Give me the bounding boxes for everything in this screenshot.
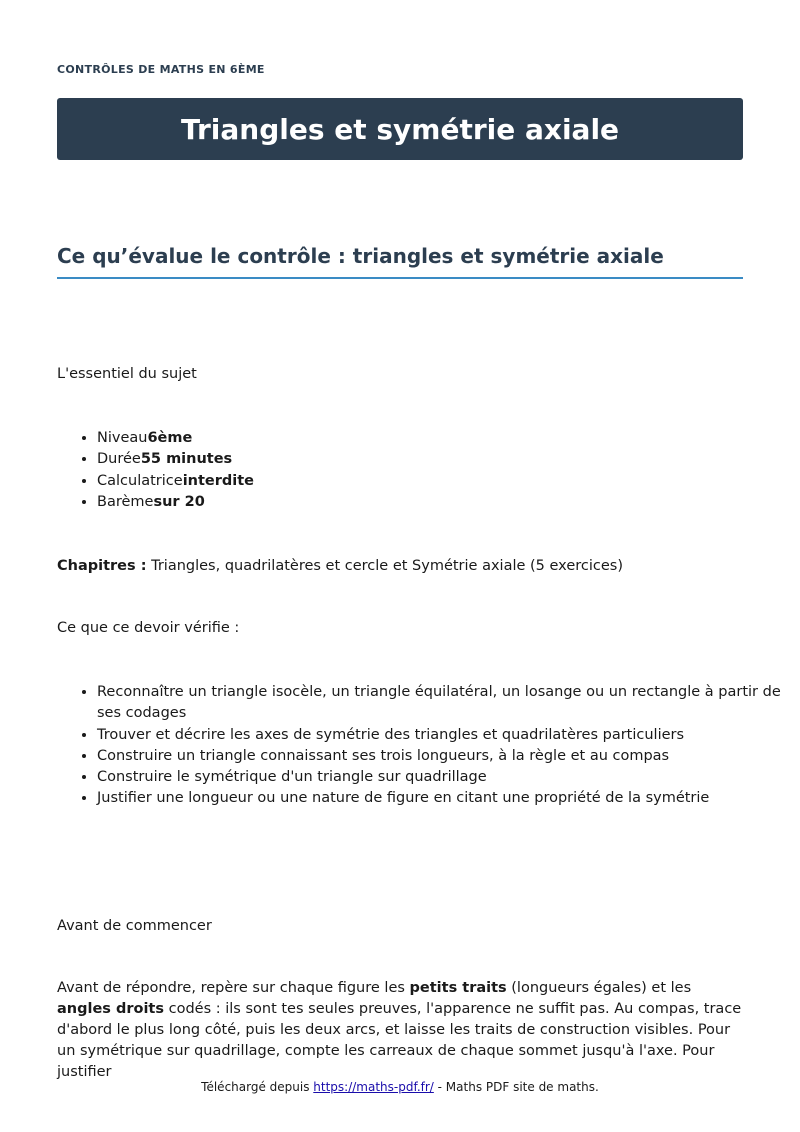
chapitres-line [57,556,743,577]
title-banner [57,98,743,160]
footer-link[interactable]: https://maths-pdf.fr/ [313,1080,434,1094]
list-item: • Construire un triangle connaissant ses trois longueurs, à la règle et au compas [97,746,783,767]
list-item: • Niveau6ème [97,428,783,449]
list-item: • Justifier une longueur ou une nature de figure en citant une propriété de la symétrie [97,788,783,809]
list-item: • Trouver et décrire les axes de symétrie des triangles et quadrilatères particuliers [97,725,783,746]
page-kicker: CONTRÔLES DE MATHS EN 6ÈME [57,63,265,76]
chapitres-text: Triangles, quadrilatères et cercle et Symétrie axiale (5 exercices) [146,558,623,574]
list-item: • Construire le symétrique d'un triangle sur quadrillage [97,767,783,788]
essentiel-list [57,428,783,513]
verifie-label: Ce que ce devoir vérifie : [57,620,240,636]
list-item: • Durée55 minutes [97,449,783,470]
list-item: • Barèmesur 20 [97,492,783,513]
avant-paragraph: Avant de répondre, repère sur chaque figure les petits traits (longueurs égales) et les angles droits codés : ils sont tes seules preuves, l'apparence ne suffit pas. Au compas, trace d'abord le plus long côté, puis les deux arcs, et laisse les traits de construction visibles. Pour un symétrique sur quadrillage, compte les carreaux de chaque sommet jusqu'à l'axe. Pour justifier [57,980,742,1080]
essentiel-label: L'essentiel du sujet [57,366,197,382]
page-title: Triangles et symétrie axiale [180,112,620,146]
section-heading: Ce qu’évalue le contrôle : triangles et symétrie axiale [57,244,743,279]
page-footer: Téléchargé depuis https://maths-pdf.fr/ - Maths PDF site de maths. [201,1080,599,1094]
list-item: • Calculatriceinterdite [97,471,783,492]
verifie-list [57,682,783,810]
list-item: • Reconnaître un triangle isocèle, un triangle équilatéral, un losange ou un rectangle à partir de ses codages [97,682,783,725]
chapitres-label: Chapitres : [57,558,147,574]
avant-label: Avant de commencer [57,918,212,934]
